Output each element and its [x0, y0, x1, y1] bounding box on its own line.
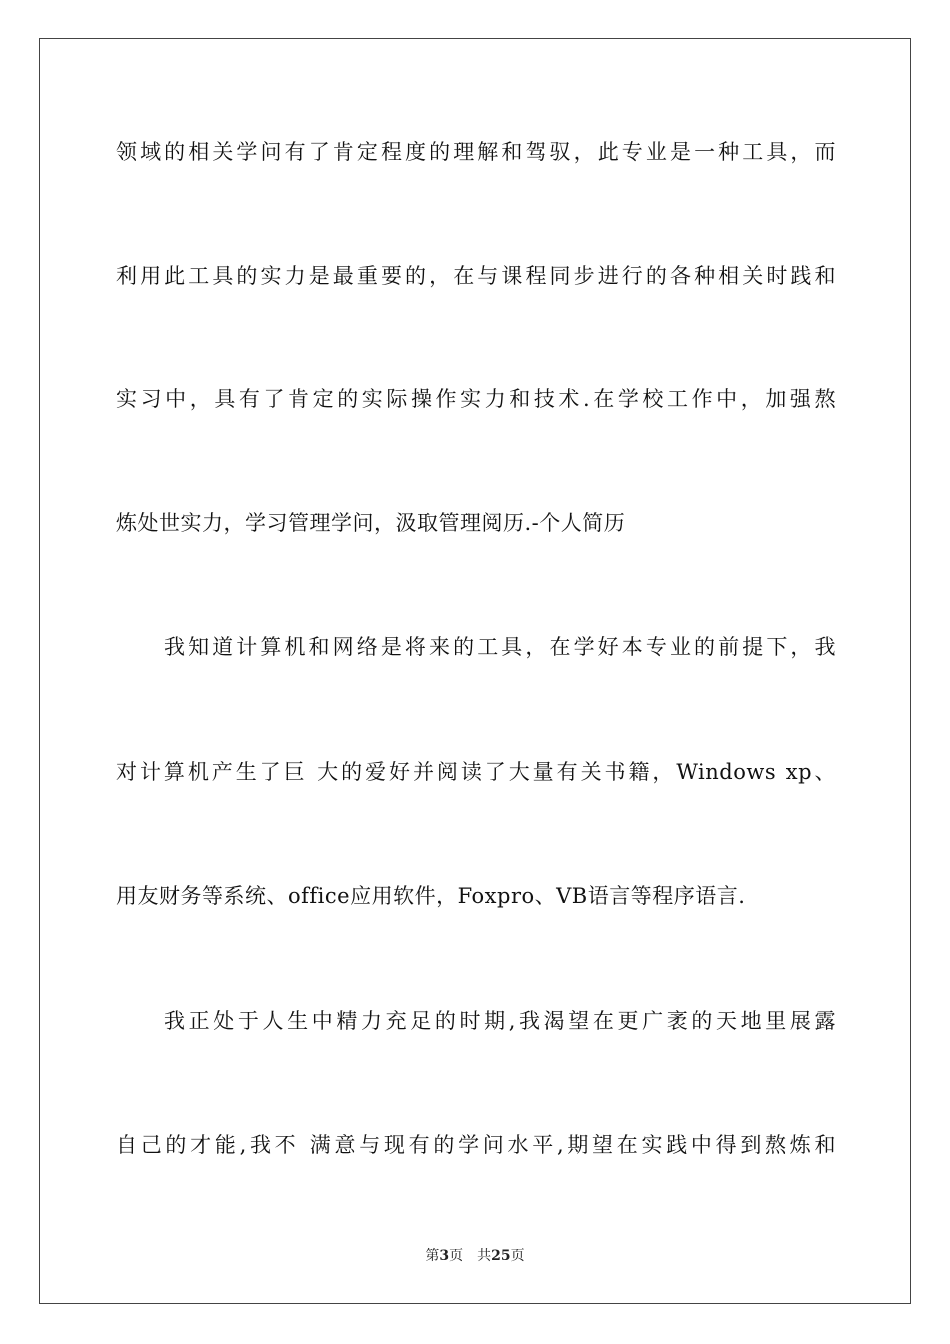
paragraph-line-9: 自己的才能,我不 满意与现有的学问水平,期望在实践中得到熬炼和 [116, 1133, 836, 1157]
paragraph-line-7: 用友财务等系统、office应用软件，Foxpro、VB语言等程序语言. [116, 884, 746, 908]
paragraph-line-6: 对计算机产生了巨 大的爱好并阅读了大量有关书籍，Windows xp、 [116, 760, 836, 784]
paragraph-line-8: 我正处于人生中精力充足的时期,我渴望在更广袤的天地里展露 [164, 1009, 836, 1033]
page-border [39, 38, 911, 1304]
paragraph-line-5: 我知道计算机和网络是将来的工具，在学好本专业的前提下，我 [164, 635, 836, 659]
paragraph-line-3: 实习中，具有了肯定的实际操作实力和技术.在学校工作中，加强熬 [116, 387, 836, 411]
footer-current-page: 3 [439, 1248, 450, 1264]
paragraph-line-2: 利用此工具的实力是最重要的，在与课程同步进行的各种相关时践和 [116, 264, 836, 288]
page-footer [0, 1247, 950, 1265]
footer-middle: 页 共 [449, 1248, 492, 1264]
footer-prefix: 第 [425, 1248, 440, 1264]
footer-suffix: 页 [510, 1248, 525, 1264]
paragraph-line-1: 领域的相关学问有了肯定程度的理解和驾驭，此专业是一种工具，而 [116, 140, 836, 164]
paragraph-line-4: 炼处世实力，学习管理学问，汲取管理阅历.-个人简历 [116, 511, 626, 535]
footer-total-pages: 25 [491, 1248, 511, 1264]
